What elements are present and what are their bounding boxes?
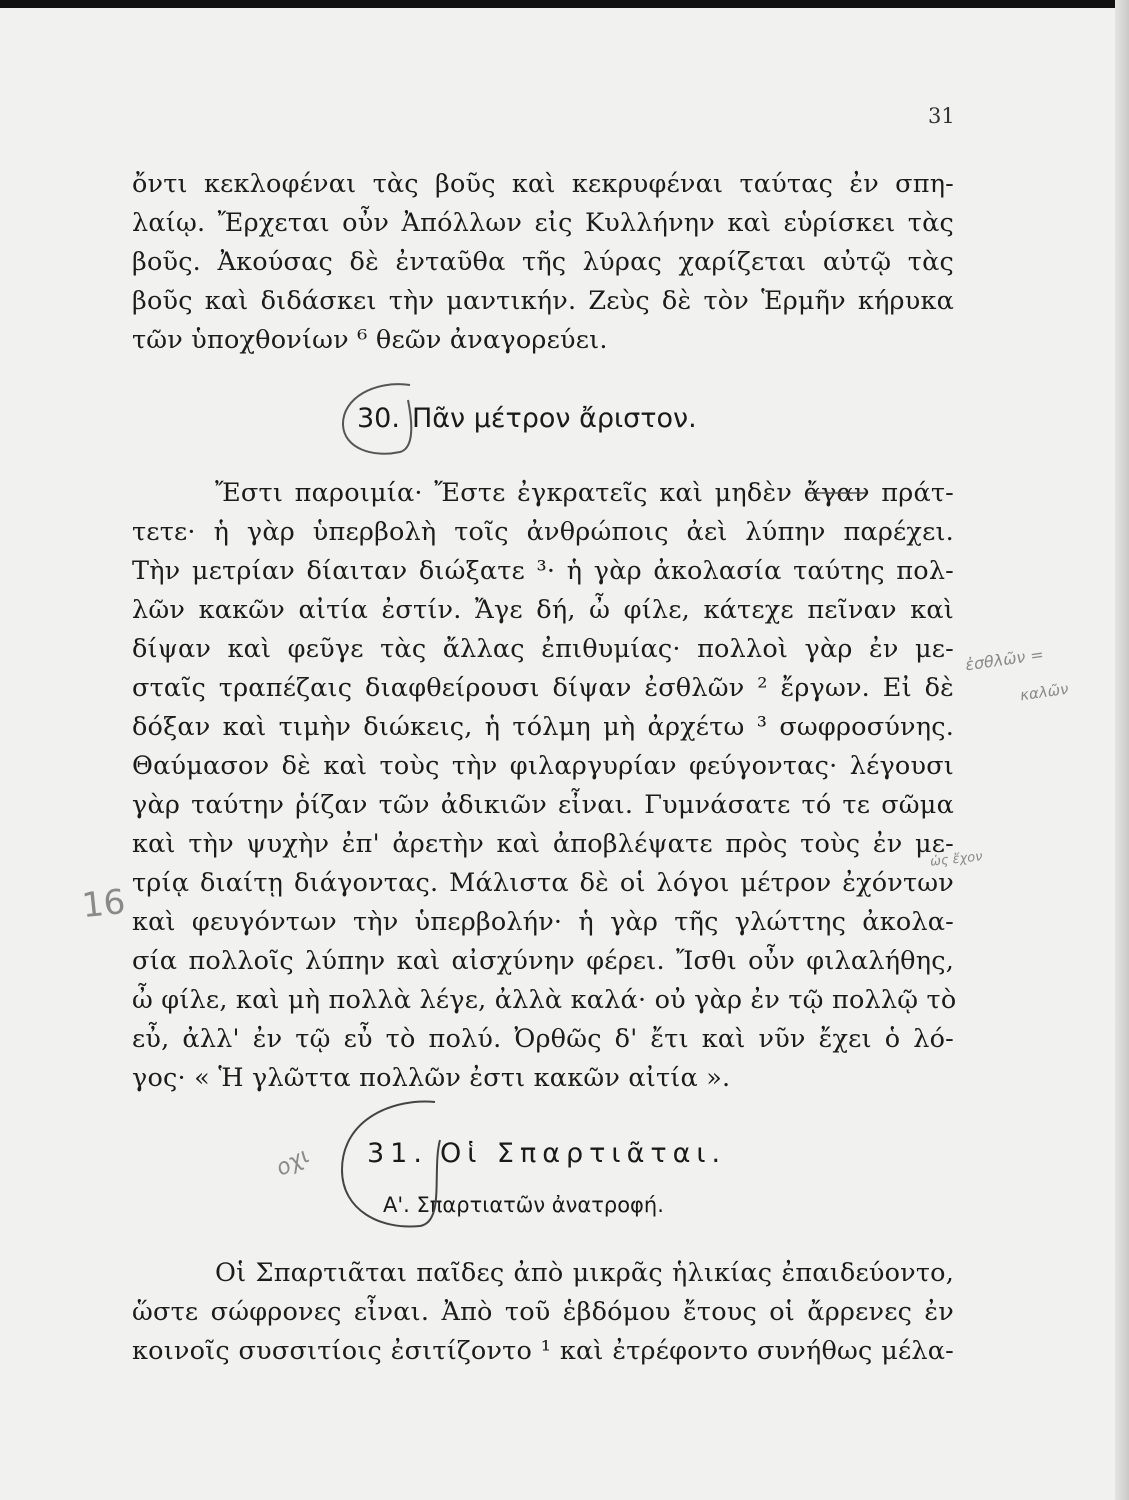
margin-note: ὡς ἔχον xyxy=(929,849,984,870)
page-right-edge xyxy=(1115,0,1129,1500)
section-number: 30. xyxy=(357,403,400,434)
text-line: λαίῳ. Ἔρχεται οὖν Ἀπόλλων εἰς Κυλλήνην καὶ εὑρίσκει τὰς xyxy=(132,208,954,238)
text-line: εὖ, ἀλλ' ἐν τῷ εὖ τὸ πολύ. Ὀρθῶς δ' ἔτι καὶ νῦν ἔχει ὁ λό- xyxy=(132,1024,954,1054)
text-line: βοῦς καὶ διδάσκει τὴν μαντικήν. Ζεὺς δὲ τὸν Ἑρμῆν κήρυκα xyxy=(132,286,954,316)
section-30-heading xyxy=(357,403,697,434)
text-line: καὶ τὴν ψυχὴν ἐπ' ἀρετὴν καὶ ἀποβλέψατε πρὸς τοὺς ἐν με- xyxy=(132,829,954,859)
text-line: ὄντι κεκλοφέναι τὰς βοῦς καὶ κεκρυφέναι ταύτας ἐν σπη- xyxy=(132,169,954,199)
text-line: βοῦς. Ἀκούσας δὲ ἐνταῦθα τῆς λύρας χαρίζεται αὐτῷ τὰς xyxy=(132,247,954,277)
text-line: τῶν ὑποχθονίων ⁶ θεῶν ἀναγορεύει. xyxy=(132,325,608,355)
text-line: Θαύμασον δὲ καὶ τοὺς τὴν φιλαργυρίαν φεύγοντας· λέγουσι xyxy=(132,751,954,781)
text-line: δόξαν καὶ τιμὴν διώκεις, ἡ τόλμη μὴ ἀρχέτω ³ σωφροσύνης. xyxy=(132,712,954,742)
section-title: Οἱ Σπαρτιᾶται. xyxy=(439,1138,727,1169)
margin-mark: 16 xyxy=(80,881,128,927)
text-line: Οἱ Σπαρτιᾶται παῖδες ἀπὸ μικρᾶς ἡλικίας ἐπαιδεύοντο, xyxy=(215,1258,954,1288)
page-top-edge xyxy=(0,0,1129,8)
section-31-subheading: Α'. Σπαρτιατῶν ἀνατροφή. xyxy=(383,1193,664,1217)
text-line: γὰρ ταύτην ῥίζαν τῶν ἀδικιῶν εἶναι. Γυμνάσατε τό τε σῶμα xyxy=(132,790,954,820)
text-line: Τὴν μετρίαν δίαιταν διώξατε ³· ἡ γὰρ ἀκολασία ταύτης πολ- xyxy=(132,556,954,586)
text-line: σία πολλοῖς λύπην καὶ αἰσχύνην φέρει. Ἴσθι οὖν φιλαλήθης, xyxy=(132,946,954,976)
text-line: κοινοῖς συσσιτίοις ἐσιτίζοντο ¹ καὶ ἐτρέφοντο συνήθως μέλα- xyxy=(132,1336,954,1366)
text-line: Ἔστι παροιμία· Ἔστε ἐγκρατεῖς καὶ μηδὲν ἄγαν πράτ- xyxy=(215,478,954,508)
section-31-heading xyxy=(367,1138,726,1169)
margin-note: καλῶν xyxy=(1018,679,1070,705)
page-number: 31 xyxy=(928,104,955,128)
text-line: καὶ φευγόντων τὴν ὑπερβολήν· ἡ γὰρ τῆς γλώττης ἀκολα- xyxy=(132,907,954,937)
margin-note: ἐσθλῶν = xyxy=(964,644,1045,675)
text-line: δίψαν καὶ φεῦγε τὰς ἄλλας ἐπιθυμίας· πολλοὶ γὰρ ἐν με- xyxy=(132,634,954,664)
text-line: λῶν κακῶν αἰτία ἐστίν. Ἄγε δή, ὦ φίλε, κάτεχε πεῖναν καὶ xyxy=(132,595,954,625)
text-line: σταῖς τραπέζαις διαφθείρουσι δίψαν ἐσθλῶν ² ἔργων. Εἰ δὲ xyxy=(132,673,954,703)
text-line: τρίᾳ διαίτῃ διάγοντας. Μάλιστα δὲ οἱ λόγοι μέτρον ἐχόντων xyxy=(132,868,954,898)
text-line: τετε· ἡ γὰρ ὑπερβολὴ τοῖς ἀνθρώποις ἀεὶ λύπην παρέχει. xyxy=(132,517,954,547)
section-note: οχι xyxy=(272,1143,314,1182)
section-number: 31. xyxy=(367,1138,428,1169)
text-line: γος· « Ἡ γλῶττα πολλῶν ἐστι κακῶν αἰτία ». xyxy=(132,1063,731,1093)
text-line: ὥστε σώφρονες εἶναι. Ἀπὸ τοῦ ἑβδόμου ἔτους οἱ ἄρρενες ἐν xyxy=(132,1297,954,1327)
section-title: Πᾶν μέτρον ἄριστον. xyxy=(411,403,697,434)
text-line: ὦ φίλε, καὶ μὴ πολλὰ λέγε, ἀλλὰ καλά· οὐ γὰρ ἐν τῷ πολλῷ τὸ xyxy=(132,985,957,1015)
